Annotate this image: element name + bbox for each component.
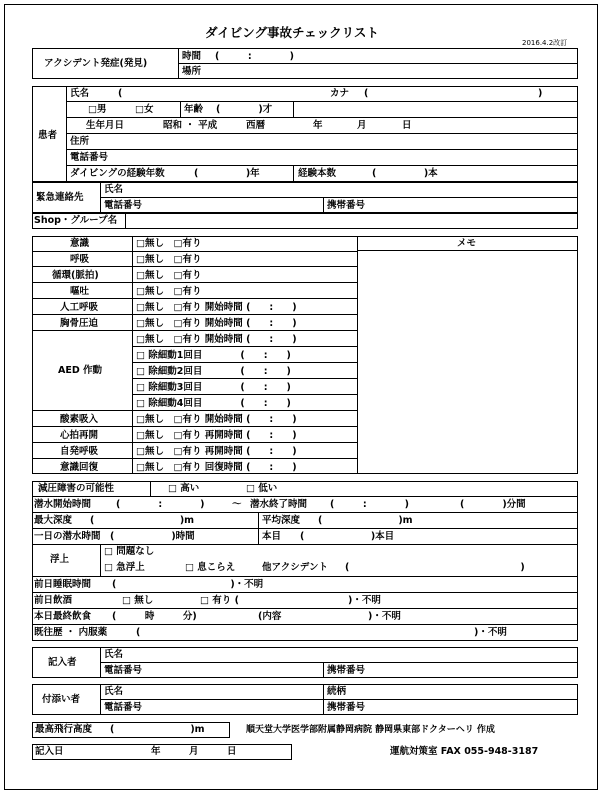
patient-kana-field[interactable]: (: [364, 88, 369, 99]
accident-time-label: 時間: [182, 51, 202, 62]
birthday-label: 生年月日: [86, 120, 125, 131]
seireki-label: 西暦: [246, 120, 266, 131]
ascent-label: 浮上: [50, 554, 70, 565]
vital-options-oxygen[interactable]: □無し □有り 開始時間 ( : ): [136, 414, 297, 425]
vital-label-oxygen: 酸素吸入: [60, 414, 99, 425]
birth-month-label: 月: [357, 120, 367, 131]
emergency-phone-label: 電話番号: [104, 200, 143, 211]
vital-options-spontaneous-breathing[interactable]: □無し □有り 再開時間 ( : ): [136, 446, 297, 457]
accident-place-label: 場所: [182, 66, 202, 77]
recorder-label: 記入者: [48, 657, 77, 668]
female-checkbox[interactable]: □女: [135, 104, 154, 115]
entry-date-field[interactable]: 年 月 日: [151, 746, 237, 757]
last-meal-content-label: (内容: [258, 611, 282, 622]
dive-number-label: 本目: [262, 531, 282, 542]
vital-label-circulation: 循環(脈拍): [52, 270, 99, 281]
max-altitude-label: 最高飛行高度: [35, 724, 93, 735]
dive-end-label: 潜水終了時間: [250, 499, 308, 510]
other-accident-field[interactable]: ( ): [345, 562, 525, 573]
other-accident-label: 他アクシデント: [262, 562, 329, 573]
drink-yes-checkbox[interactable]: □ 有り (: [200, 595, 239, 606]
max-altitude-field[interactable]: ( )m: [110, 724, 205, 735]
vital-label-spontaneous-breathing: 自発呼吸: [60, 446, 99, 457]
patient-name-label: 氏名: [70, 88, 90, 99]
ascent-rapid-checkbox[interactable]: □ 急浮上: [104, 562, 145, 573]
shop-label: Shop・グループ名: [34, 215, 118, 226]
vital-label-chest-compression: 胸骨圧迫: [60, 318, 99, 329]
drink-label: 前日飲酒: [34, 595, 73, 606]
dive-start-field[interactable]: ( : ): [116, 499, 205, 510]
vitals-box: [32, 236, 578, 474]
vital-label-rescue-breathing: 人工呼吸: [60, 302, 99, 313]
era-options[interactable]: 昭和 ・ 平成: [163, 120, 218, 131]
daily-dive-time-label: 一日の潜水時間: [34, 531, 101, 542]
vital-label-vomiting: 嘔吐: [70, 286, 90, 297]
dive-count-label: 経験本数: [298, 168, 337, 179]
office-fax: 運航対策室 FAX 055-948-3187: [390, 746, 539, 757]
avg-depth-field[interactable]: ( )m: [318, 515, 413, 526]
accident-time-field[interactable]: ( : ): [215, 51, 294, 62]
aed-option-shock-1[interactable]: □ 除細動1回目 ( : ): [136, 350, 291, 361]
attendant-name-label: 氏名: [104, 686, 124, 697]
daily-dive-time-field[interactable]: ( )時間: [110, 531, 195, 542]
emergency-mobile-label: 携帯番号: [327, 200, 366, 211]
memo-label: メモ: [457, 238, 477, 249]
dive-start-label: 潜水開始時間: [34, 499, 92, 510]
revision-date: 2016.4.2改訂: [522, 39, 568, 47]
recorder-phone-label: 電話番号: [104, 665, 143, 676]
patient-name-field[interactable]: (: [118, 88, 123, 99]
aed-option-start[interactable]: □無し □有り 開始時間 ( : ): [136, 334, 297, 345]
entry-date-label: 記入日: [35, 746, 64, 757]
birth-day-label: 日: [402, 120, 412, 131]
vital-options-rescue-breathing[interactable]: □無し □有り 開始時間 ( : ): [136, 302, 297, 313]
vital-options-vomiting[interactable]: □無し □有り: [136, 286, 202, 297]
dive-count-field[interactable]: ( )本: [372, 168, 438, 179]
dcs-label: 減圧障害の可能性: [38, 483, 115, 494]
attendant-mobile-label: 携帯番号: [327, 702, 366, 713]
last-meal-time-field[interactable]: ( 時 分): [112, 611, 197, 622]
vital-options-circulation[interactable]: □無し □有り: [136, 270, 202, 281]
drink-close: )・不明: [348, 595, 381, 606]
vital-options-breathing[interactable]: □無し □有り: [136, 254, 202, 265]
patient-label: 患者: [38, 130, 58, 141]
male-checkbox[interactable]: □男: [88, 104, 107, 115]
recorder-mobile-label: 携帯番号: [327, 665, 366, 676]
attendant-phone-label: 電話番号: [104, 702, 143, 713]
vital-options-chest-compression[interactable]: □無し □有り 開始時間 ( : ): [136, 318, 297, 329]
last-meal-close: )・不明: [368, 611, 401, 622]
emergency-name-label: 氏名: [104, 184, 124, 195]
history-label: 既往歴 ・ 内服薬: [34, 627, 108, 638]
vital-options-consciousness-recovery[interactable]: □無し □有り 回復時間 ( : ): [136, 462, 297, 473]
emergency-label: 緊急連絡先: [36, 192, 84, 203]
age-field[interactable]: ( )才: [216, 104, 273, 115]
patient-kana-label: カナ: [330, 88, 350, 99]
vital-label-heartbeat: 心拍再開: [60, 430, 99, 441]
author-credit: 順天堂大学医学部附属静岡病院 静岡県東部ドクターヘリ 作成: [246, 725, 495, 735]
history-field[interactable]: (: [136, 627, 141, 638]
dcs-high-checkbox[interactable]: □ 高い: [168, 483, 200, 494]
dive-end-field[interactable]: ( : ): [330, 499, 409, 510]
vital-options-consciousness[interactable]: □無し □有り: [136, 238, 202, 249]
history-close: )・不明: [474, 627, 507, 638]
vital-label-breathing: 呼吸: [70, 254, 90, 265]
ascent-no-problem-checkbox[interactable]: □ 問題なし: [104, 546, 155, 557]
sleep-label: 前日睡眠時間: [34, 579, 92, 590]
attendant-label: 付添い者: [42, 694, 81, 705]
dive-number-field[interactable]: ( )本目: [300, 531, 395, 542]
vital-label-consciousness-recovery: 意識回復: [60, 462, 99, 473]
recorder-name-label: 氏名: [104, 649, 124, 660]
patient-kana-close: ): [538, 88, 543, 99]
dcs-low-checkbox[interactable]: □ 低い: [246, 483, 278, 494]
page-title: ダイビング事故チェックリスト: [205, 25, 379, 40]
aed-label: AED 作動: [58, 365, 103, 376]
vital-options-heartbeat[interactable]: □無し □有り 再開時間 ( : ): [136, 430, 297, 441]
aed-option-shock-3[interactable]: □ 除細動3回目 ( : ): [136, 382, 291, 393]
ascent-breath-hold-checkbox[interactable]: □ 息こらえ: [185, 562, 236, 573]
birth-year-label: 年: [313, 120, 323, 131]
vital-label-consciousness: 意識: [70, 238, 90, 249]
tilde-separator: ～: [232, 499, 242, 510]
experience-years-field[interactable]: ( )年: [194, 168, 260, 179]
last-meal-label: 本日最終飲食: [34, 611, 92, 622]
experience-years-label: ダイビングの経験年数: [70, 168, 165, 179]
attendant-relation-label: 続柄: [327, 686, 347, 697]
dive-duration-field[interactable]: ( )分間: [460, 499, 526, 510]
accident-label: アクシデント発症(発見): [44, 58, 148, 69]
address-label: 住所: [70, 136, 90, 147]
aed-option-shock-2[interactable]: □ 除細動2回目 ( : ): [136, 366, 291, 377]
phone-label: 電話番号: [70, 152, 109, 163]
drink-none-checkbox[interactable]: □ 無し: [122, 595, 154, 606]
max-depth-field[interactable]: ( )m: [90, 515, 195, 526]
sleep-field[interactable]: ( )・不明: [112, 579, 264, 590]
max-depth-label: 最大深度: [34, 515, 73, 526]
avg-depth-label: 平均深度: [262, 515, 301, 526]
aed-option-shock-4[interactable]: □ 除細動4回目 ( : ): [136, 398, 291, 409]
age-label: 年齢: [184, 104, 204, 115]
